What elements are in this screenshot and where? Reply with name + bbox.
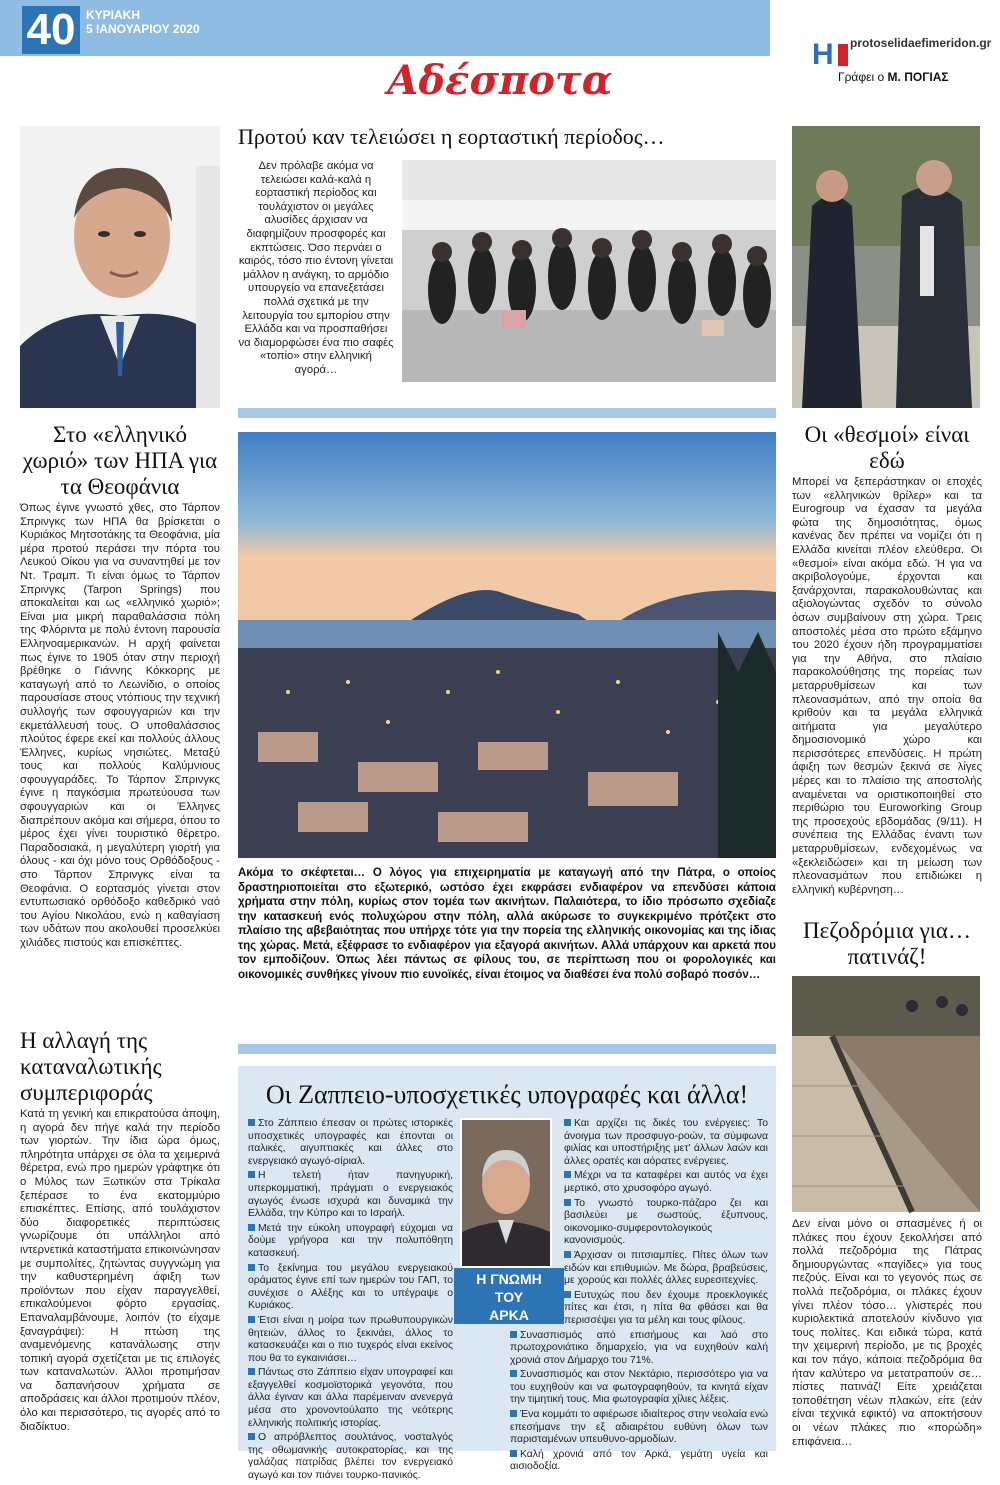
city-sunset-illustration [238, 432, 776, 858]
opinion-item: Στο Ζάππειο έπεσαν οι πρώτες ιστορικές υποσχετικές υπογραφές και έπονται οι ιταλικές, αιγυπτιακές και άλλες στο ενεργειακό αγωγό-σίριαλ. [248, 1118, 453, 1167]
divider-bottom [238, 1044, 776, 1054]
village-title: Στο «ελληνικό χωριό» των ΗΠΑ για τα Θεοφάνια [22, 422, 218, 500]
issue-date [86, 8, 200, 36]
city-photo [238, 432, 776, 858]
byline [838, 70, 949, 84]
logo-red-bar [838, 44, 848, 66]
institutions-title: Οι «θεσμοί» είναι εδώ [804, 422, 970, 474]
opinion-right-column [510, 1118, 768, 1476]
bullet-square-icon [248, 1171, 255, 1178]
sidewalks-title: Πεζοδρόμια για… πατινάζ! [803, 918, 971, 970]
walking-officials-illustration [792, 126, 980, 408]
bullet-square-icon [248, 1368, 255, 1375]
opinion-item: Έτσι είναι η μοίρα των πρωθυπουργικών θητειών, άλλος το ξεκινάει, άλλος το κατασκευάζει και ο πιο τυχερός είναι εκείνος που θα το εγκαινιάσει… [248, 1314, 453, 1364]
shoppers-photo [402, 160, 776, 382]
byline-prefix: Γράφει ο [838, 70, 885, 84]
opinion-item: Μετά την εύκολη υπογραφή εύχομαι να δούμε γρήγορα και την πολυπόθητη κατασκευή. [248, 1222, 453, 1259]
holiday-body: Δεν πρόλαβε ακόμα να τελειώσει καλά-καλά η εορταστική περίοδος και τουλάχιστον οι μεγάλες αλυσίδες άρχισαν να διαφημίζουν προσφορές και εκπτώσεις. Όσο περνάει ο καιρός, τόσο πιο έντονη γίνεται μάλλον η ανάγκη, το αρμόδιο υπουργείο να επανεξετάσει πολλά σχετικά με την λειτουργία του εμπορίου στην Ελλάδα και να προσπαθήσει να διαμορφώσει ένα πιο σαφές «τοπίο» στην ελληνική αγορά… [238, 160, 394, 376]
bullet-square-icon [510, 1450, 517, 1457]
columnist-label: Η ΓΝΩΜΗ ΤΟΥ ΑΡΚΑ [454, 1268, 564, 1324]
opinion-item: Και αρχίζει τις δικές του ενέργειες: Το άνοιγμα των προσφυγο-ροών, τα σύμφωνα φιλίας και υποστήριξης μετ' άλλων λαών και άλλες ορατές και αόρατες ενέργειες. [564, 1118, 768, 1167]
bullet-square-icon [510, 1331, 517, 1338]
sidewalk-photo [792, 976, 980, 1212]
divider-top [238, 408, 776, 418]
bullet-square-icon [564, 1291, 571, 1298]
section-title: Αδέσποτα [387, 57, 613, 104]
politician-photo [20, 126, 220, 408]
opinion-item: Ευτυχώς που δεν έχουμε προεκλογικές πίτες και έτσι, η πίτα θα φθάσει και θα περισσέψει για τα μέλη και τους φίλους. [564, 1289, 768, 1326]
opinion-title: Οι Ζαππειο-υποσχετικές υπογραφές και άλλα! [265, 1080, 749, 1109]
pavement-illustration [792, 976, 980, 1212]
opinion-item: Ο απρόβλεπτος σουλτάνος, νοσταλγός της οθωμανικής αυτοκρατορίας, και της γαλάζιας πατρίδας βλέπει τον ενεργειακό αγωγό και τον πιάνει τουρκο-πανικός. [248, 1432, 453, 1482]
newspaper-logo [812, 36, 992, 71]
bullet-square-icon [248, 1224, 255, 1231]
opinion-item: Η τελετή ήταν πανηγυρική, υπερκομματική, πράγματι ο ενεργειακός αγωγός ένωσε ισχυρά και δυναμικά την Ελλάδα, την Κύπρο και το Ισραήλ. [248, 1170, 453, 1220]
opinion-item: Άρχισαν οι πιτσιαμπίες. Πίτες όλων των ειδών και επιθυμιών. Με δώρα, βραβεύσεις, με χορούς και πολλές άλλες ευρεσιτεχνίες. [564, 1249, 768, 1287]
issue-day: ΚΥΡΙΑΚΗ [86, 8, 141, 22]
bullet-square-icon [564, 1251, 571, 1258]
bullet-square-icon [248, 1433, 255, 1440]
bullet-square-icon [564, 1199, 571, 1206]
bullet-square-icon [510, 1370, 517, 1377]
opinion-item: Το ξεκίνημα του μεγάλου ενεργειακού οράματος έγινε επί των ημερών του ΓΑΠ, το συνέχισε ο Αλέξης και το υπέγραψε ο Κυριάκος. [248, 1262, 453, 1312]
byline-author: Μ. ΠΟΓΙΑΣ [887, 70, 949, 84]
portrait-illustration [20, 126, 220, 408]
opinion-box [238, 1066, 776, 1482]
consumer-title: Η αλλαγή της καταναλωτικής συμπεριφοράς [20, 1028, 162, 1106]
opinion-item: Συνασπισμός από επισήμους και λαό στο πρωτοχρονιάτικο δημαρχείο, για να ευχηθούν καλή χρονιά στον Δήμαρχο του 71%. [510, 1329, 768, 1366]
watermark-site: protoselidaefimeridon.gr [850, 36, 992, 50]
opinion-item: Πάντως στο Ζάππειο είχαν υπογραφεί και εξαγγελθεί κοσμοϊστορικά γεγονότα, που άλλα έγιναν και άλλα παρέμειναν ανενεργά μέσα στο χρονοντούλαπο της νεότερης ελληνικής πολιτικής ιστορίας. [248, 1367, 453, 1429]
holiday-title: Προτού καν τελειώσει η εορταστική περίοδος… [238, 124, 665, 149]
officials-photo [792, 126, 980, 408]
logo-mark: Η [812, 38, 834, 71]
bullet-square-icon [564, 1171, 571, 1178]
opinion-item: Το γνωστό τουρκο-πάζαρο ζει και βασιλεύει με σωστούς, έξυπνους, οικονομικο-συμφεροντολογικούς κανονισμούς. [564, 1197, 768, 1247]
bullet-square-icon [564, 1119, 571, 1126]
consumer-body: Κατά τη γενική και επικρατούσα άποψη, η αγορά δεν πήγε καλά την περίοδο των γιορτών. Την ίδια ώρα όμως, πληρότητα υπάρχει σε όλα τα χειμερινά θέρετρα, ενώ προ ημερών γράφτηκε ότι ο Μύλος των Ξωτικών στα Τρίκαλα ξεπέρασε το ένα εκατομμύριο επισκέπτες. Επίσης, από τουλάχιστον δύο διαφορετικές περιπτώσεις γνωρίζουμε ότι υπάλληλοι από ιντερνετικά καταστήματα επικοινώνησαν με συμπολίτες, ζητώντας συγγνώμη για την καθυστερημένη άφιξη των προϊόντων που είχαν παραγγελθεί, επικαλούμενοι φόρτο εργασίας. Επαναλαμβάνουμε, λοιπόν (το είχαμε ξαναγράψει): Η πτώση της αναμενόμενης κατανάλωσης στην τοπική αγορά σχετίζεται με τις επιλογές των καταναλωτών. Άλλοι προτιμήσαν να δαπανήσουν χρήματα σε αποδράσεις και άλλοι προτιμούν πλέον, όλο και περισσότερο, τις αγορές από το διαδίκτυο. [20, 1108, 220, 1433]
bullet-square-icon [248, 1264, 255, 1271]
bullet-square-icon [510, 1410, 517, 1417]
bullet-square-icon [248, 1119, 255, 1126]
sidewalks-body: Δεν είναι μόνο οι σπασμένες ή οι πλάκες που έχουν ξεκολλήσει από πολλά πεζοδρόμια της Πάτρας δημιουργώντας «παγίδες» για τους πεζούς. Είναι και το γεγονός πως σε πολλά πεζοδρόμια, οι πλάκες έχουν γίνει πλέον τόσο… γλιστερές που κυριολεκτικά αποτελούν κίνδυνο για τους πολίτες. Και ειδικά τώρα, κατά την χειμερινή περίοδο, με τις βροχές και τον πάγο, κάποια πεζοδρόμια θα ήταν καλύτερο να μετατραπούν σε… πίστες πατινάζ! Είτε χρειάζεται τοποθέτηση νέων πλακών, είτε (εάν είναι τεχνικά εφικτό) να αποκτήσουν οι νέων πλάκες πιο «πορώδη» επιφάνεια… [792, 1218, 982, 1448]
opinion-left-column [248, 1118, 453, 1485]
bullet-square-icon [248, 1316, 255, 1323]
page-number: 40 [22, 6, 80, 54]
issue-date-text: 5 ΙΑΝΟΥΑΡΙΟΥ 2020 [86, 22, 200, 36]
opinion-item: Ένα κομμάτι το αφιέρωσε ιδιαίτερος στην νεολαία ενώ επεσήμανε την εξ αδιαιρέτου ευθύνη όλων των παρισταμένων υπευθυνο-αρμοδίων. [510, 1409, 768, 1446]
businessman-text: Ακόμα το σκέφτεται… Ο λόγος για επιχειρηματία με καταγωγή από την Πάτρα, ο οποίος δραστηριοποιείται στο εξωτερικό, ωστόσο έχει εκφράσει ενδιαφέρον να επενδύσει κάποια χρήματα στην πόλη, κυρίως στον τομέα των ακινήτων. Παλαιότερα, το ίδιο πρόσωπο σχεδίαζε την κατασκευή ενός πολυχώρου στην πόλη, αλλά ακύρωσε το συγκεκριμένο πρότζεκτ στο πλαίσιο της αβεβαιότητας που υπήρχε τότε για την πορεία της ελληνικής οικονομίας και της ίδιας της χώρας. Μετά, εξέφρασε το ενδιαφέρον για εξαγορά ακινήτων. Αλλά υπάρχουν και αρκετά που τον εμποδίζουν. Όπως λέει πάντως σε φίλους του, σε περίπτωση που οι φορολογικές και οικονομικές συνθήκες γίνουν πιο ευνοϊκές, είναι έτοιμος να διαθέσει ένα πολύ σοβαρό ποσόν… [238, 867, 776, 981]
opinion-item: Μέχρι να τα καταφέρει και αυτός να έχει μερτικό, στο χρυσοφόρο αγωγό. [564, 1170, 768, 1194]
institutions-body: Μπορεί να ξεπεράστηκαν οι εποχές των «ελληνικών θρίλερ» και τα Eurogroup να έχασαν τα μεγάλα φώτα της δημοσιότητας, όμως κανένας δεν πρέπει να νομίζει ότι η Ελλάδα κινείται πλέον ελεύθερα. Οι «θεσμοί» είναι ακόμα εδώ. Ή για να ακριβολογούμε, έρχονται και ξανάρχονται, παρακολουθώντας και αξιολογώντας σχεδόν το σύνολο όσων συμβαίνουν στη χώρα. Τρεις αποστολές μέσα στο πρώτο εξάμηνο του 2020 έχουν ήδη προγραμματίσει για την Αθήνα, στο πλαίσιο παρακολούθησης της πορείας των μεταρρυθμίσεων και των πλεονασμάτων, από την οποία θα κριθούν και τα μεγάλα ελληνικά αιτήματα για μεγαλύτερο δημοσιονομικό χώρο και περισσότερες επενδύσεις. Η πρώτη άφιξη των θεσμών ξεκινά σε λίγες μέρες και το πλαίσιο της αποστολής αναμένεται να οριστικοποιηθεί στο περιθώριο του Euroworking Group της προσεχούς εβδομάδας (9/11). Η συνέπεια της Ελλάδας έναντι των μεταρρυθμίσεων, ενδεχομένως να «ξεκλειδώσει» και τη μείωση των πλεονασμάτων που επιδιώκει η ελληνική κυβέρνηση… [792, 476, 982, 896]
store-crowd-illustration [402, 160, 776, 382]
opinion-item: Καλή χρονιά από τον Αρκά, γεμάτη υγεία και αισιοδοξία. [510, 1448, 768, 1473]
opinion-item: Συνασπισμός και στον Νεκτάριο, περισσότερο για να του ευχηθούν και να φωτογραφηθούν, τα κινητά είχαν την τιμητική τους. Μια φωτογραφία χίλιες λέξεις. [510, 1369, 768, 1406]
village-body: Όπως έγινε γνωστό χθες, στο Τάρπον Σπρινγκς των ΗΠΑ θα βρίσκεται ο Κυριάκος Μητσοτάκης τα Θεοφάνια, μία μέρα προτού περάσει την πόρτα του Λευκού Οίκου για να συναντηθεί με τον Ντ. Τραμπ. Τι είναι όμως το Τάρπον Σπρινγκς (Tarpon Springs) που αποκαλείται και ως «ελληνικό χωριό»; Είναι μια μικρή παραθαλάσσια πόλη της Φλόριντα με πολύ έντονη παρουσία Ελληνοαμερικανών. Η αρχή φαίνεται πως έγινε το 1905 όταν στην περιοχή βρέθηκε ο Γιάννης Κόκκορης με καταγωγή από το Λεωνίδιο, ο οποίος παρουσίασε στους ντόπιους την τεχνική συλλογής των σφουγγαριών και την εκμετάλλευσή τους. Ο υποθαλάσσιος πλούτος έφερε εκεί και πολλούς άλλους Έλληνες, κυρίως νησιώτες. Μεταξύ τους και πολλούς Καλύμνιους σφουγγαράδες. Το Τάρπον Σπρινγκς έγινε η παγκόσμια πρωτεύουσα των σφουγγαριών και οι Έλληνες διαπρέπουν ακόμα και σήμερα, όπου το μέρος έχει γίνει τουριστικό θέρετρο. Παραδοσιακά, η μεγαλύτερη γιορτή για όλους - και όχι μόνο τους Ορθόδοξους - στο Τάρπον Σπρινγκς είναι τα Θεοφάνια. Ο εορτασμός γίνεται στον εντυπωσιακό ορθόδοξο καθεδρικό ναό του Αγίου Νικολάου, ενώ η καθαγίαση των υδάτων που ακολουθεί προσελκύει χιλιάδες πιστούς και επισκέπτες. [20, 502, 220, 949]
